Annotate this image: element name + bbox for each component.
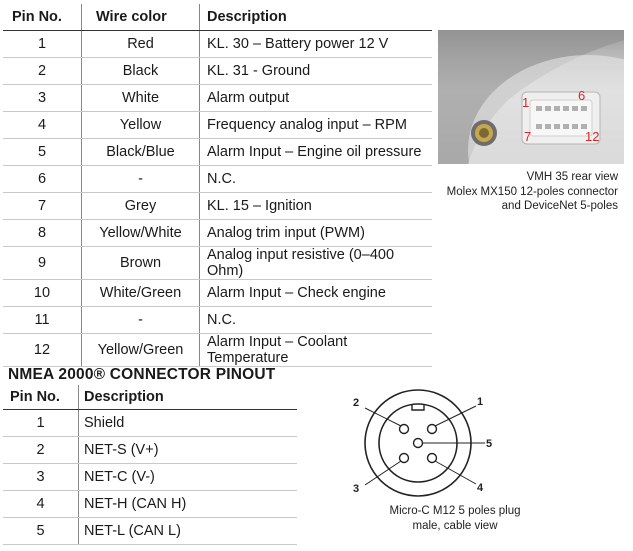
table-row [3, 491, 297, 518]
photo-caption-line-3: and DeviceNet 5-poles [501, 200, 618, 212]
m12-pin-5 [414, 439, 423, 448]
pin-number-cell: 3 [3, 464, 79, 491]
table-row [3, 410, 297, 437]
photo-caption-line-1: VMH 35 rear view [526, 171, 618, 183]
photo-caption [430, 170, 618, 214]
connector-rear-photo [438, 30, 624, 164]
pin-number-cell: 2 [3, 58, 82, 85]
pin-number-cell: 7 [3, 193, 82, 220]
description-cell: Analog trim input (PWM) [200, 220, 433, 247]
pin-number-cell: 5 [3, 139, 82, 166]
photo-pin-label-6: 6 [578, 88, 586, 103]
m12-label-5: 5 [486, 438, 493, 450]
table-row [3, 31, 432, 58]
wire-color-cell: Yellow/White [82, 220, 200, 247]
pin-number-cell: 9 [3, 247, 82, 280]
pin-number-cell: 6 [3, 166, 82, 193]
table-row [3, 166, 432, 193]
description-cell: Shield [79, 410, 298, 437]
pin-number-cell: 3 [3, 85, 82, 112]
pin-number-cell: 10 [3, 280, 82, 307]
wire-color-cell: - [82, 307, 200, 334]
description-cell: Alarm Input – Coolant Temperature [200, 334, 433, 367]
table-row [3, 220, 432, 247]
description-cell: Frequency analog input – RPM [200, 112, 433, 139]
description-cell: N.C. [200, 166, 433, 193]
photo-pin-label-7: 7 [524, 129, 532, 144]
table-row [3, 247, 432, 280]
wiring-table-header [3, 4, 432, 31]
header-description: Description [200, 4, 433, 31]
pin-number-cell: 5 [3, 518, 79, 545]
description-cell: NET-C (V-) [79, 464, 298, 491]
wire-color-cell: Black [82, 58, 200, 85]
photo-caption-line-2: Molex MX150 12-poles connector [446, 185, 618, 198]
m12-caption-line-2: male, cable view [412, 519, 498, 532]
m12-caption-line-1: Micro-C M12 5 poles plug [389, 505, 521, 517]
photo-pin-label-1: 1 [522, 95, 530, 110]
header-pin-no: Pin No. [3, 4, 82, 31]
nmea-table-header [3, 385, 297, 410]
description-cell: KL. 31 - Ground [200, 58, 433, 85]
m12-label-4: 4 [477, 482, 484, 494]
table-row [3, 58, 432, 85]
m12-leader-1 [435, 406, 476, 426]
description-cell: Alarm Input – Engine oil pressure [200, 139, 433, 166]
pin-number-cell: 2 [3, 437, 79, 464]
m12-key-notch [412, 405, 424, 410]
m12-label-2: 2 [353, 397, 360, 409]
m12-caption [380, 504, 530, 533]
pin-number-cell: 1 [3, 31, 82, 58]
description-cell: NET-S (V+) [79, 437, 298, 464]
table-row [3, 139, 432, 166]
nmea-header-pin-no: Pin No. [3, 385, 79, 410]
wire-color-cell: White [82, 85, 200, 112]
description-cell: KL. 15 – Ignition [200, 193, 433, 220]
description-cell: KL. 30 – Battery power 12 V [200, 31, 433, 58]
pin-number-cell: 4 [3, 491, 79, 518]
pin-number-cell: 4 [3, 112, 82, 139]
nmea-pinout-table [3, 385, 297, 545]
table-row [3, 280, 432, 307]
pin-number-cell: 12 [3, 334, 82, 367]
m12-connector-diagram [348, 386, 508, 504]
description-cell: Analog input resistive (0–400 Ohm) [200, 247, 433, 280]
table-row [3, 193, 432, 220]
wire-color-cell: Grey [82, 193, 200, 220]
wire-color-cell: White/Green [82, 280, 200, 307]
header-wire-color: Wire color [82, 4, 200, 31]
m12-label-1: 1 [477, 396, 484, 408]
pin-number-cell: 8 [3, 220, 82, 247]
description-cell: NET-L (CAN L) [79, 518, 298, 545]
table-row [3, 307, 432, 334]
wiring-table [3, 4, 432, 367]
nmea-section-title: NMEA 2000® CONNECTOR PINOUT [8, 366, 276, 383]
photo-pin-label-12: 12 [585, 129, 600, 144]
description-cell: N.C. [200, 307, 433, 334]
wire-color-cell: Red [82, 31, 200, 58]
description-cell: NET-H (CAN H) [79, 491, 298, 518]
wire-color-cell: Black/Blue [82, 139, 200, 166]
m12-label-3: 3 [353, 483, 360, 495]
table-row [3, 334, 432, 367]
pin-number-cell: 1 [3, 410, 79, 437]
pin-number-cell: 11 [3, 307, 82, 334]
description-cell: Alarm Input – Check engine [200, 280, 433, 307]
nmea-header-description: Description [79, 385, 298, 410]
table-row [3, 518, 297, 545]
wire-color-cell: Yellow [82, 112, 200, 139]
wire-color-cell: Brown [82, 247, 200, 280]
description-cell: Alarm output [200, 85, 433, 112]
table-row [3, 85, 432, 112]
wire-color-cell: Yellow/Green [82, 334, 200, 367]
wire-color-cell: - [82, 166, 200, 193]
table-row [3, 464, 297, 491]
table-row [3, 112, 432, 139]
table-row [3, 437, 297, 464]
